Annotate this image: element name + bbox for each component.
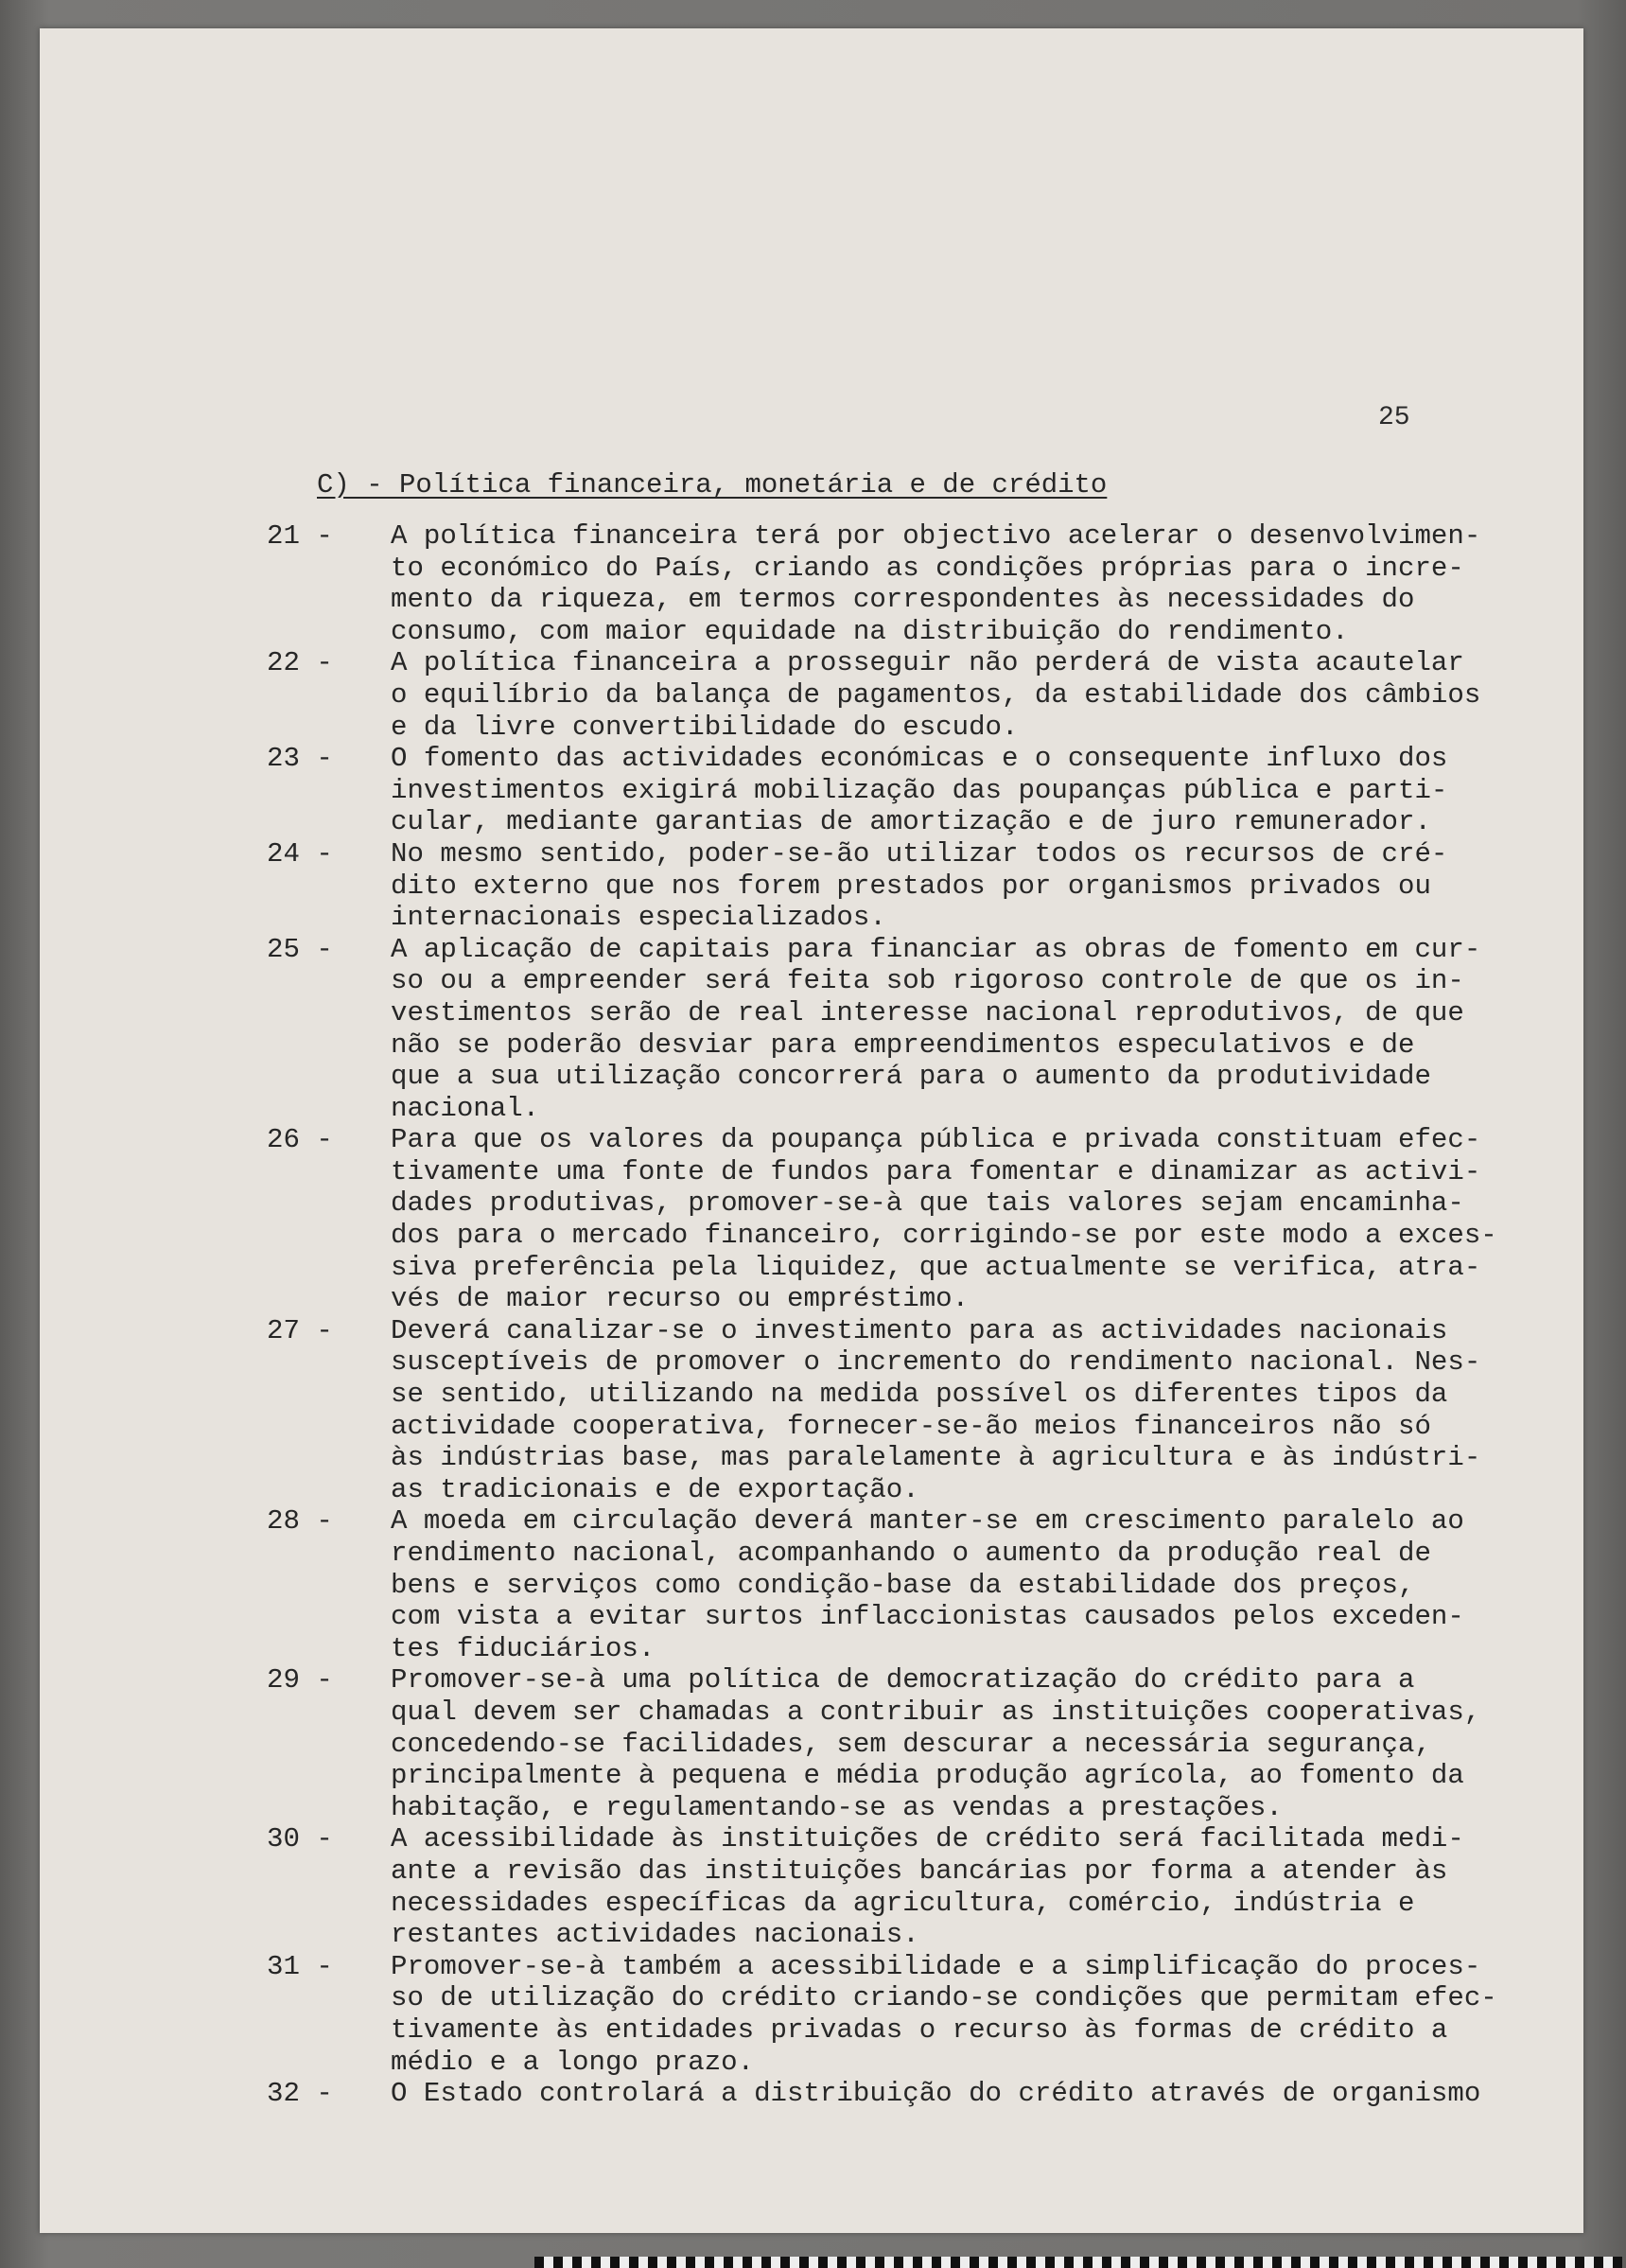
text-line: No mesmo sentido, poder-se-ão utilizar todos os recursos de cré- <box>391 837 1448 870</box>
clause-27 <box>40 1315 1583 1506</box>
text-line: concedendo-se facilidades, sem descurar a necessária segurança, <box>391 1728 1431 1760</box>
clause-text <box>391 2078 1507 2110</box>
text-line: não se poderão desviar para empreendimentos especulativos e de <box>391 1029 1415 1061</box>
clause-number: 32 - <box>267 2078 333 2110</box>
clause-text <box>391 520 1507 647</box>
text-line: rendimento nacional, acompanhando o aumento da produção real de <box>391 1538 1431 1569</box>
clause-number: 27 - <box>267 1314 333 1346</box>
clause-23 <box>40 743 1583 838</box>
clause-number: 28 - <box>267 1505 333 1538</box>
text-line: vestimentos serão de real interesse nacional reprodutivos, de que <box>391 996 1464 1029</box>
text-line: to económico do País, criando as condições próprias para o incre- <box>391 552 1464 584</box>
clause-number: 21 - <box>267 520 333 552</box>
text-line: susceptíveis de promover o incremento do rendimento nacional. Nes- <box>391 1346 1481 1379</box>
text-line: principalmente à pequena e média produção agrícola, ao fomento da <box>391 1760 1464 1792</box>
clause-text <box>391 1315 1507 1506</box>
clause-number: 22 - <box>267 647 333 679</box>
text-line: investimentos exigirá mobilização das poupanças pública e parti- <box>391 774 1448 806</box>
text-line: so ou a empreender será feita sob rigoroso controle de que os in- <box>391 965 1464 997</box>
text-line: mento da riqueza, em termos correspondentes às necessidades do <box>391 584 1415 616</box>
text-line: A acessibilidade às instituições de crédito será facilitada medi- <box>391 1823 1464 1855</box>
text-line: O Estado controlará a distribuição do crédito através de organismo <box>391 2078 1481 2110</box>
text-line: ante a revisão das instituições bancárias por forma a atender às <box>391 1855 1448 1887</box>
page-number: 25 <box>1378 403 1410 432</box>
text-line: restantes actividades nacionais. <box>391 1919 919 1951</box>
text-line: Para que os valores da poupança pública e privada constituam efec- <box>391 1124 1481 1156</box>
text-line: nacional. <box>391 1092 540 1124</box>
text-line: vés de maior recurso ou empréstimo. <box>391 1283 970 1315</box>
text-line: tivamente às entidades privadas o recurso às formas de crédito a <box>391 2013 1448 2046</box>
clause-24 <box>40 838 1583 934</box>
clause-number: 31 - <box>267 1950 333 1982</box>
text-line: e da livre convertibilidade do escudo. <box>391 711 1019 743</box>
text-line: bens e serviços como condição-base da estabilidade dos preços, <box>391 1569 1415 1601</box>
text-line: necessidades específicas da agricultura, comércio, indústria e <box>391 1887 1415 1919</box>
clause-25 <box>40 934 1583 1125</box>
text-line: Deverá canalizar-se o investimento para as actividades nacionais <box>391 1314 1448 1346</box>
clause-text <box>391 838 1507 934</box>
clause-text <box>391 1505 1507 1664</box>
text-line: as tradicionais e de exportação. <box>391 1473 919 1505</box>
text-line: Promover-se-à também a acessibilidade e a simplificação do proces- <box>391 1950 1481 1982</box>
clause-text <box>391 934 1507 1125</box>
text-line: se sentido, utilizando na medida possível os diferentes tipos da <box>391 1379 1448 1411</box>
clause-26 <box>40 1124 1583 1315</box>
document-page <box>40 28 1583 2233</box>
text-line: A aplicação de capitais para financiar as obras de fomento em cur- <box>391 933 1481 965</box>
section-heading: C) - Política financeira, monetária e de crédito <box>317 469 1108 501</box>
clause-number: 30 - <box>267 1823 333 1855</box>
text-line: habitação, e regulamentando-se as vendas a prestações. <box>391 1791 1283 1823</box>
clause-number: 26 - <box>267 1124 333 1156</box>
clause-text <box>391 743 1507 838</box>
clause-32 <box>40 2078 1583 2110</box>
clause-21 <box>40 520 1583 647</box>
clause-number: 24 - <box>267 837 333 870</box>
clause-text <box>391 647 1507 743</box>
clause-30 <box>40 1823 1583 1950</box>
clause-text <box>391 1951 1507 2078</box>
text-line: com vista a evitar surtos inflaccionistas causados pelos exceden- <box>391 1601 1464 1633</box>
text-line: o equilíbrio da balança de pagamentos, da estabilidade dos câmbios <box>391 678 1481 711</box>
text-line: O fomento das actividades económicas e o consequente influxo dos <box>391 743 1448 775</box>
clause-31 <box>40 1951 1583 2078</box>
text-line: que a sua utilização concorrerá para o aumento da produtividade <box>391 1061 1431 1093</box>
clause-text <box>391 1124 1507 1315</box>
clause-number: 25 - <box>267 933 333 965</box>
text-line: actividade cooperativa, fornecer-se-ão meios financeiros não só <box>391 1410 1431 1442</box>
clause-number: 29 - <box>267 1664 333 1697</box>
clause-text <box>391 1664 1507 1823</box>
text-line: so de utilização do crédito criando-se condições que permitam efec- <box>391 1982 1497 2014</box>
text-line: às indústrias base, mas paralelamente à agricultura e às indústri- <box>391 1442 1481 1474</box>
clause-29 <box>40 1664 1583 1823</box>
text-line: Promover-se-à uma política de democratização do crédito para a <box>391 1664 1415 1697</box>
clause-22 <box>40 647 1583 743</box>
text-line: consumo, com maior equidade na distribuição do rendimento. <box>391 615 1349 647</box>
text-line: dito externo que nos forem prestados por organismos privados ou <box>391 870 1431 902</box>
text-line: tes fiduciários. <box>391 1632 656 1664</box>
clause-text <box>391 1823 1507 1950</box>
text-line: internacionais especializados. <box>391 902 886 934</box>
text-line: cular, mediante garantias de amortização e de juro remunerador. <box>391 806 1431 838</box>
text-line: médio e a longo prazo. <box>391 2046 755 2078</box>
text-line: A moeda em circulação deverá manter-se em crescimento paralelo ao <box>391 1505 1464 1538</box>
text-line: A política financeira terá por objectivo acelerar o desenvolvimen- <box>391 520 1481 552</box>
text-line: tivamente uma fonte de fundos para fomentar e dinamizar as activi- <box>391 1155 1481 1187</box>
text-line: A política financeira a prosseguir não perderá de vista acautelar <box>391 647 1464 679</box>
clause-28 <box>40 1505 1583 1664</box>
text-line: dos para o mercado financeiro, corrigindo-se por este modo a exces- <box>391 1220 1497 1252</box>
text-line: dades produtivas, promover-se-à que tais valores sejam encaminha- <box>391 1187 1464 1220</box>
text-line: qual devem ser chamadas a contribuir as instituições cooperativas, <box>391 1696 1481 1728</box>
clause-list <box>40 520 1583 2110</box>
text-line: siva preferência pela liquidez, que actualmente se verifica, atra- <box>391 1251 1481 1283</box>
scale-ruler <box>534 2257 1622 2268</box>
clause-number: 23 - <box>267 743 333 775</box>
